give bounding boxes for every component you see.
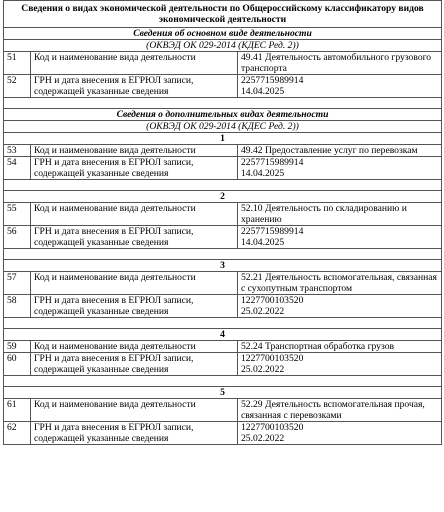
spacer-row <box>4 376 442 387</box>
row-value <box>238 226 442 249</box>
activities-table <box>3 0 442 445</box>
row-value: 49.41 Деятельность автомобильного грузового транспорта <box>238 52 442 75</box>
table-row <box>4 75 442 98</box>
extra-section-heading-row <box>4 109 442 121</box>
row-number: 59 <box>4 341 31 353</box>
main-okved-label: (ОКВЭД ОК 029-2014 (КДЕС Ред. 2)) <box>4 40 442 52</box>
extra-okved-row <box>4 121 442 133</box>
group-index: 5 <box>4 387 442 399</box>
spacer-row <box>4 249 442 260</box>
table-row <box>4 295 442 318</box>
table-row <box>4 226 442 249</box>
row-value <box>238 157 442 180</box>
row-number: 60 <box>4 353 31 376</box>
row-label: Код и наименование вида деятельности <box>31 272 238 295</box>
row-value <box>238 75 442 98</box>
grn-number: 2257715989914 <box>241 157 304 168</box>
spacer-row <box>4 318 442 329</box>
record-date: 14.04.2025 <box>241 168 285 179</box>
row-label: Код и наименование вида деятельности <box>31 52 238 75</box>
row-number: 53 <box>4 145 31 157</box>
table-row <box>4 272 442 295</box>
row-number: 61 <box>4 399 31 422</box>
spacer-row <box>4 98 442 109</box>
row-value: 52.21 Деятельность вспомогательная, связанная с сухопутным транспортом <box>238 272 442 295</box>
grn-number: 1227700103520 <box>241 353 304 364</box>
record-date: 14.04.2025 <box>241 237 285 248</box>
table-row <box>4 353 442 376</box>
table-row <box>4 399 442 422</box>
group-index-row <box>4 329 442 341</box>
row-number: 56 <box>4 226 31 249</box>
group-index: 3 <box>4 260 442 272</box>
table-row <box>4 341 442 353</box>
main-section-heading: Сведения об основном виде деятельности <box>4 28 442 40</box>
table-row <box>4 157 442 180</box>
row-label: ГРН и дата внесения в ЕГРЮЛ записи, содержащей указанные сведения <box>31 226 238 249</box>
row-number: 62 <box>4 422 31 445</box>
table-title: Сведения о видах экономической деятельности по Общероссийскому классификатору видов экономической деятельности <box>4 1 442 28</box>
row-label: ГРН и дата внесения в ЕГРЮЛ записи, содержащей указанные сведения <box>31 422 238 445</box>
group-index: 4 <box>4 329 442 341</box>
group-index-row <box>4 387 442 399</box>
extra-section-heading: Сведения о дополнительных видах деятельности <box>4 109 442 121</box>
row-label: Код и наименование вида деятельности <box>31 145 238 157</box>
row-label: ГРН и дата внесения в ЕГРЮЛ записи, содержащей указанные сведения <box>31 157 238 180</box>
table-row <box>4 203 442 226</box>
row-label: Код и наименование вида деятельности <box>31 203 238 226</box>
table-title-row <box>4 1 442 28</box>
extra-okved-label: (ОКВЭД ОК 029-2014 (КДЕС Ред. 2)) <box>4 121 442 133</box>
main-okved-row <box>4 40 442 52</box>
row-number: 54 <box>4 157 31 180</box>
row-value: 52.10 Деятельность по складированию и хранению <box>238 203 442 226</box>
record-date: 14.04.2025 <box>241 86 285 97</box>
row-number: 57 <box>4 272 31 295</box>
row-label: ГРН и дата внесения в ЕГРЮЛ записи, содержащей указанные сведения <box>31 295 238 318</box>
row-number: 55 <box>4 203 31 226</box>
row-value <box>238 295 442 318</box>
row-label: ГРН и дата внесения в ЕГРЮЛ записи, содержащей указанные сведения <box>31 75 238 98</box>
record-date: 25.02.2022 <box>241 306 285 317</box>
table-row <box>4 145 442 157</box>
row-value: 52.24 Транспортная обработка грузов <box>238 341 442 353</box>
group-index: 1 <box>4 133 442 145</box>
grn-number: 2257715989914 <box>241 75 304 86</box>
row-label: Код и наименование вида деятельности <box>31 399 238 422</box>
grn-number: 2257715989914 <box>241 226 304 237</box>
row-label: Код и наименование вида деятельности <box>31 341 238 353</box>
row-label: ГРН и дата внесения в ЕГРЮЛ записи, содержащей указанные сведения <box>31 353 238 376</box>
row-number: 58 <box>4 295 31 318</box>
group-index-row <box>4 260 442 272</box>
group-index-row <box>4 191 442 203</box>
grn-number: 1227700103520 <box>241 295 304 306</box>
grn-number: 1227700103520 <box>241 422 304 433</box>
table-row <box>4 422 442 445</box>
spacer-row <box>4 180 442 191</box>
main-section-heading-row <box>4 28 442 40</box>
row-value: 49.42 Предоставление услуг по перевозкам <box>238 145 442 157</box>
row-value <box>238 422 442 445</box>
row-value: 52.29 Деятельность вспомогательная прочая, связанная с перевозками <box>238 399 442 422</box>
row-value <box>238 353 442 376</box>
record-date: 25.02.2022 <box>241 433 285 444</box>
table-row <box>4 52 442 75</box>
row-number: 51 <box>4 52 31 75</box>
row-number: 52 <box>4 75 31 98</box>
group-index-row <box>4 133 442 145</box>
record-date: 25.02.2022 <box>241 364 285 375</box>
group-index: 2 <box>4 191 442 203</box>
